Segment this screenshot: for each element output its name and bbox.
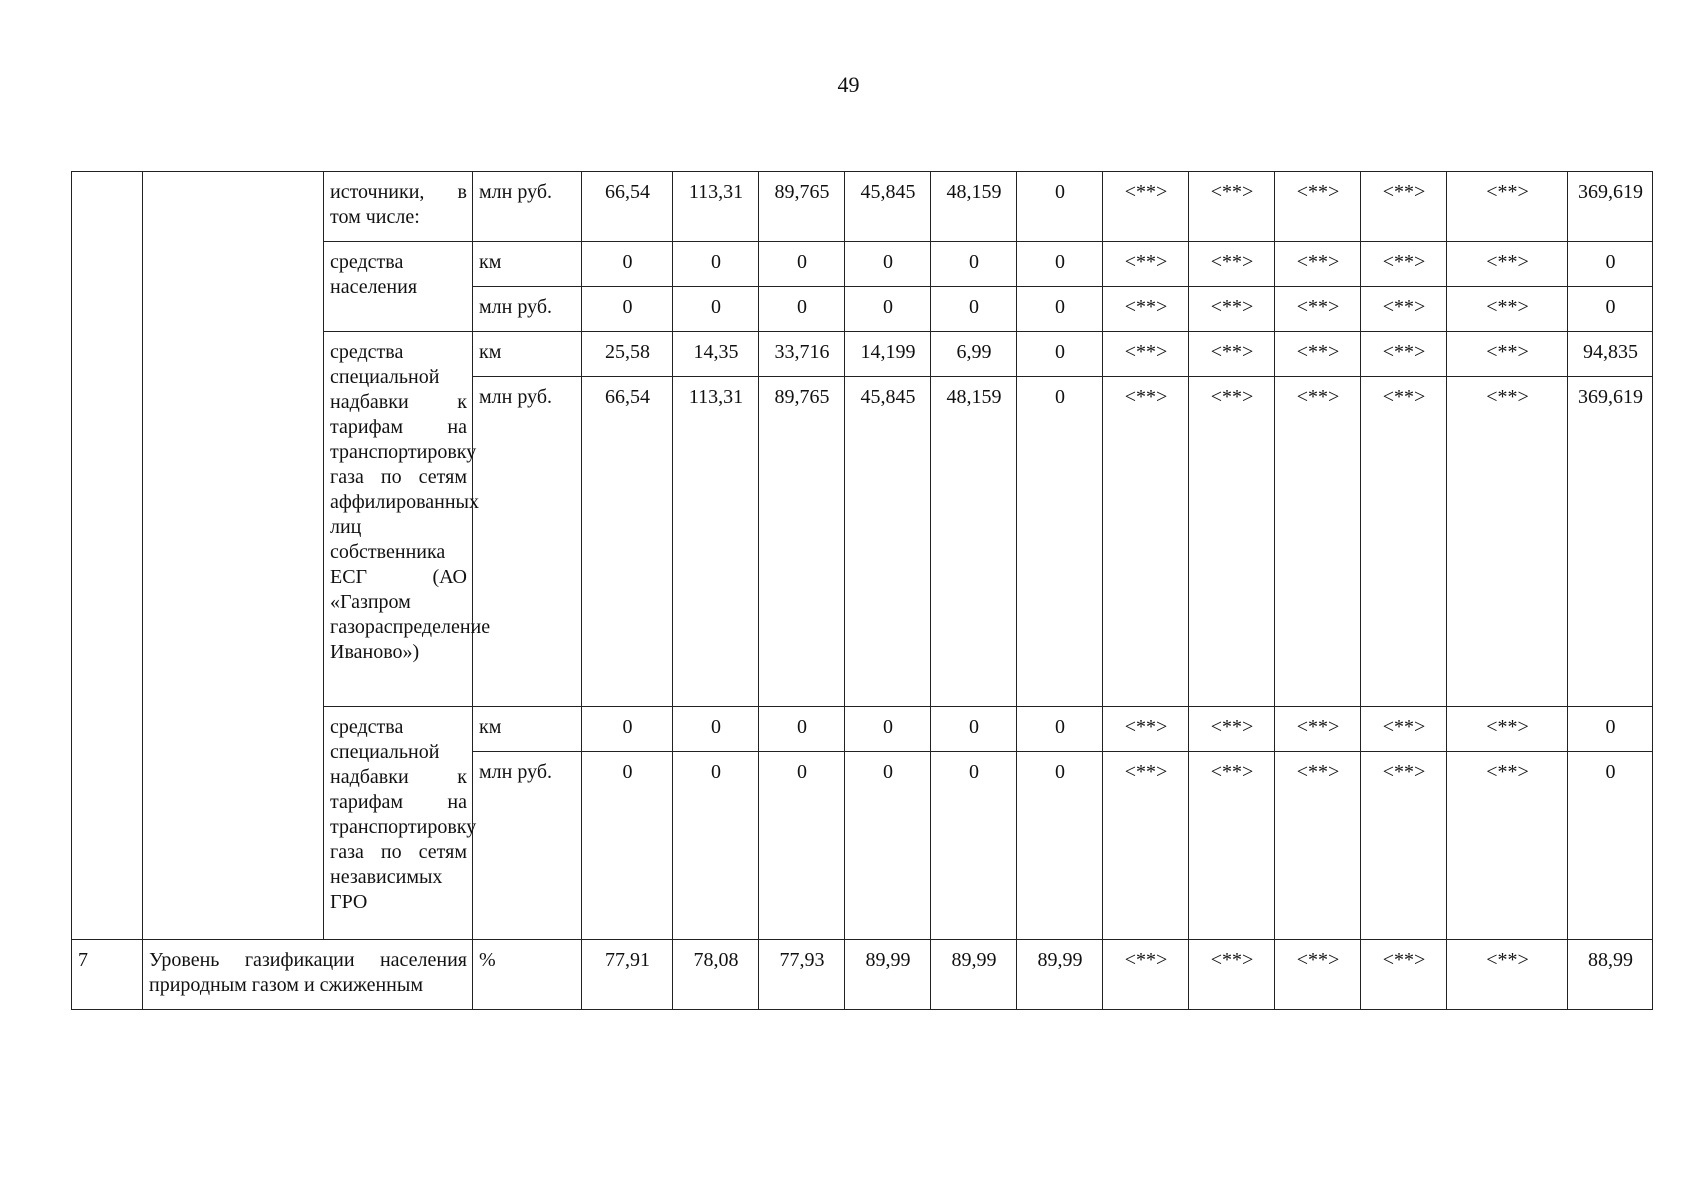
no-data-cell: <**> <box>1275 242 1361 287</box>
no-data-cell: <**> <box>1361 377 1447 707</box>
unit-cell: % <box>473 940 582 1010</box>
no-data-cell: <**> <box>1189 332 1275 377</box>
no-data-cell: <**> <box>1103 707 1189 752</box>
row-number-cell: 7 <box>72 940 143 1010</box>
value-cell: 0 <box>582 707 673 752</box>
value-cell: 89,765 <box>759 377 845 707</box>
no-data-cell: <**> <box>1103 287 1189 332</box>
value-cell: 0 <box>759 242 845 287</box>
value-cell: 0 <box>931 707 1017 752</box>
row-number-cell <box>72 172 143 940</box>
value-cell: 6,99 <box>931 332 1017 377</box>
value-cell: 0 <box>673 707 759 752</box>
value-cell: 78,08 <box>673 940 759 1010</box>
no-data-cell: <**> <box>1103 940 1189 1010</box>
value-cell: 48,159 <box>931 377 1017 707</box>
value-cell: 0 <box>1568 707 1653 752</box>
value-cell: 0 <box>1017 172 1103 242</box>
no-data-cell: <**> <box>1447 377 1568 707</box>
source-label: источники, в том числе: <box>324 172 473 242</box>
no-data-cell: <**> <box>1361 172 1447 242</box>
no-data-cell: <**> <box>1275 172 1361 242</box>
value-cell: 77,93 <box>759 940 845 1010</box>
unit-cell: млн руб. <box>473 752 582 940</box>
value-cell: 0 <box>1017 332 1103 377</box>
indicator-name-cell: Уровень газификации населения природным газом и сжиженным <box>143 940 473 1010</box>
no-data-cell: <**> <box>1103 332 1189 377</box>
no-data-cell: <**> <box>1275 707 1361 752</box>
no-data-cell: <**> <box>1189 752 1275 940</box>
no-data-cell: <**> <box>1361 707 1447 752</box>
value-cell: 33,716 <box>759 332 845 377</box>
value-cell: 89,99 <box>845 940 931 1010</box>
value-cell: 48,159 <box>931 172 1017 242</box>
value-cell: 89,99 <box>931 940 1017 1010</box>
no-data-cell: <**> <box>1361 287 1447 332</box>
no-data-cell: <**> <box>1103 172 1189 242</box>
value-cell: 66,54 <box>582 172 673 242</box>
no-data-cell: <**> <box>1189 287 1275 332</box>
value-cell: 0 <box>1568 752 1653 940</box>
value-cell: 0 <box>759 287 845 332</box>
value-cell: 0 <box>1017 287 1103 332</box>
value-cell: 89,99 <box>1017 940 1103 1010</box>
no-data-cell: <**> <box>1189 242 1275 287</box>
value-cell: 14,35 <box>673 332 759 377</box>
no-data-cell: <**> <box>1275 377 1361 707</box>
value-cell: 25,58 <box>582 332 673 377</box>
value-cell: 0 <box>845 707 931 752</box>
no-data-cell: <**> <box>1189 377 1275 707</box>
no-data-cell: <**> <box>1447 332 1568 377</box>
no-data-cell: <**> <box>1275 287 1361 332</box>
value-cell: 0 <box>759 752 845 940</box>
value-cell: 66,54 <box>582 377 673 707</box>
no-data-cell: <**> <box>1361 940 1447 1010</box>
value-cell: 0 <box>582 752 673 940</box>
value-cell: 0 <box>673 242 759 287</box>
no-data-cell: <**> <box>1447 940 1568 1010</box>
unit-cell: млн руб. <box>473 377 582 707</box>
no-data-cell: <**> <box>1189 172 1275 242</box>
value-cell: 94,835 <box>1568 332 1653 377</box>
no-data-cell: <**> <box>1189 707 1275 752</box>
unit-cell: млн руб. <box>473 287 582 332</box>
no-data-cell: <**> <box>1447 242 1568 287</box>
value-cell: 0 <box>1568 242 1653 287</box>
unit-cell: км <box>473 242 582 287</box>
no-data-cell: <**> <box>1447 287 1568 332</box>
value-cell: 0 <box>845 242 931 287</box>
indicator-name-cell <box>143 172 324 940</box>
value-cell: 113,31 <box>673 377 759 707</box>
value-cell: 45,845 <box>845 377 931 707</box>
no-data-cell: <**> <box>1447 707 1568 752</box>
source-label: средства населения <box>324 242 473 332</box>
no-data-cell: <**> <box>1275 940 1361 1010</box>
value-cell: 0 <box>759 707 845 752</box>
no-data-cell: <**> <box>1275 752 1361 940</box>
value-cell: 0 <box>931 287 1017 332</box>
value-cell: 14,199 <box>845 332 931 377</box>
value-cell: 0 <box>1017 707 1103 752</box>
value-cell: 369,619 <box>1568 172 1653 242</box>
source-label: средства специальной надбавки к тарифам на транспортировку газа по сетям аффилированных лиц собственника ЕСГ (АО «Газпром газораспределение Иваново») <box>324 332 473 707</box>
value-cell: 0 <box>673 752 759 940</box>
value-cell: 77,91 <box>582 940 673 1010</box>
value-cell: 0 <box>1017 377 1103 707</box>
no-data-cell: <**> <box>1275 332 1361 377</box>
no-data-cell: <**> <box>1103 242 1189 287</box>
value-cell: 0 <box>1017 242 1103 287</box>
no-data-cell: <**> <box>1447 752 1568 940</box>
no-data-cell: <**> <box>1361 752 1447 940</box>
no-data-cell: <**> <box>1447 172 1568 242</box>
page-number: 49 <box>837 72 860 97</box>
no-data-cell: <**> <box>1361 242 1447 287</box>
value-cell: 0 <box>1568 287 1653 332</box>
unit-cell: км <box>473 707 582 752</box>
value-cell: 0 <box>845 752 931 940</box>
indicator-table <box>71 171 1653 1010</box>
value-cell: 89,765 <box>759 172 845 242</box>
value-cell: 88,99 <box>1568 940 1653 1010</box>
value-cell: 0 <box>845 287 931 332</box>
unit-cell: км <box>473 332 582 377</box>
value-cell: 0 <box>931 752 1017 940</box>
unit-cell: млн руб. <box>473 172 582 242</box>
no-data-cell: <**> <box>1361 332 1447 377</box>
value-cell: 369,619 <box>1568 377 1653 707</box>
value-cell: 0 <box>582 287 673 332</box>
value-cell: 0 <box>931 242 1017 287</box>
no-data-cell: <**> <box>1103 752 1189 940</box>
no-data-cell: <**> <box>1189 940 1275 1010</box>
value-cell: 45,845 <box>845 172 931 242</box>
no-data-cell: <**> <box>1103 377 1189 707</box>
table-row <box>72 940 1653 1010</box>
value-cell: 0 <box>673 287 759 332</box>
table-row <box>72 172 1653 242</box>
value-cell: 0 <box>582 242 673 287</box>
value-cell: 0 <box>1017 752 1103 940</box>
source-label: средства специальной надбавки к тарифам на транспортировку газа по сетям независимых ГРО <box>324 707 473 940</box>
value-cell: 113,31 <box>673 172 759 242</box>
